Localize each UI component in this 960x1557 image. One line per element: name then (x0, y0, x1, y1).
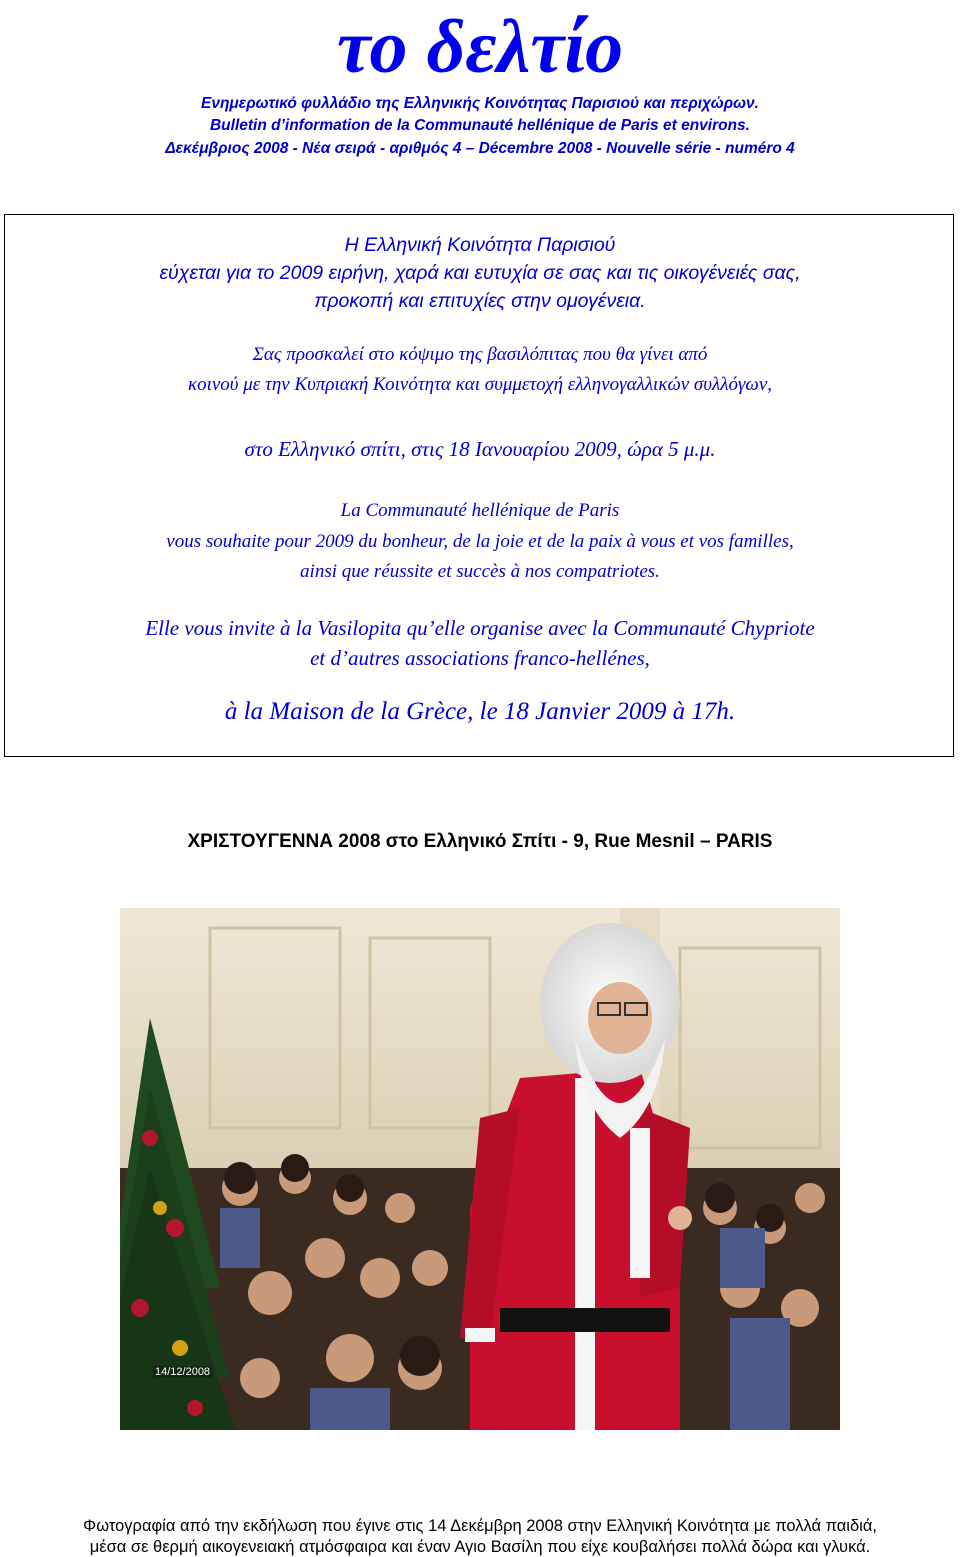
greeting-fr-line2: ainsi que réussite et succès à nos compatriotes. (300, 561, 660, 582)
invitation-gr-date: στο Ελληνικό σπίτι, στις 18 Ιανουαρίου 2009, ώρα 5 μ.μ. (244, 437, 716, 461)
greeting-gr-line1: εύχεται για το 2009 ειρήνη, χαρά και ευτυχία σε σας και τις οικογένειές σας, (159, 262, 801, 284)
invitation-fr-line1: Elle vous invite à la Vasilopita qu’elle organise avec la Communauté Chypriote (145, 616, 815, 640)
subtitle-greek: Ενημερωτικό φυλλάδιο της Ελληνικής Κοινότητας Παρισιού και περιχώρων. (201, 95, 759, 112)
invitation-fr-date: à la Maison de la Grèce, le 18 Janvier 2009 à 17h. (224, 698, 736, 725)
photo-date-stamp: 14/12/2008 (155, 1366, 211, 1378)
greeting-fr-line1: vous souhaite pour 2009 du bonheur, de la joie et de la paix à vous et vos familles, (166, 531, 794, 552)
invitation-fr-line2: et d’autres associations franco-hellénes, (310, 646, 650, 670)
greeting-box (4, 214, 954, 757)
greeting-gr-line2: προκοπή και επιτυχίες στην ομογένεια. (314, 290, 646, 312)
photo-section-heading: ΧΡΙΣΤΟΥΓΕΝΝΑ 2008 στο Ελληνικό Σπίτι - 9, Rue Mesnil – PARIS (187, 831, 773, 852)
issue-line: Δεκέμβριος 2008 - Νέα σειρά - αριθμός 4 – Décembre 2008 - Nouvelle série - numéro 4 (165, 140, 795, 157)
subtitle-french: Bulletin d’information de la Communauté hellénique de Paris et environs. (209, 117, 750, 134)
photo-caption-line1: Φωτογραφία από την εκδήλωση που έγινε στις 14 Δεκέμβρη 2008 στην Ελληνική Κοινότητα με πολλά παιδιά, (83, 1517, 877, 1535)
christmas-party-photo (120, 908, 840, 1430)
invitation-gr-line1: Σας προσκαλεί στο κόψιμο της βασιλόπιτας που θα γίνει από (252, 344, 708, 365)
greeting-gr-title: Η Ελληνική Κοινότητα Παρισιού (344, 234, 616, 256)
newsletter-title: το δελτίο (336, 5, 624, 89)
invitation-gr-line2: κοινού με την Κυπριακή Κοινότητα και συμμετοχή ελληνογαλλικών συλλόγων, (187, 374, 773, 395)
photo-illustration (120, 908, 840, 1430)
greeting-fr-title: La Communauté hellénique de Paris (340, 500, 620, 521)
photo-caption-line2: μέσα σε θερμή αικογενειακή ατμόσφαιρα και έναν Αγιο Βασίλη που είχε κουβαλήσει πολλά δώρα και γλυκά. (89, 1538, 871, 1556)
